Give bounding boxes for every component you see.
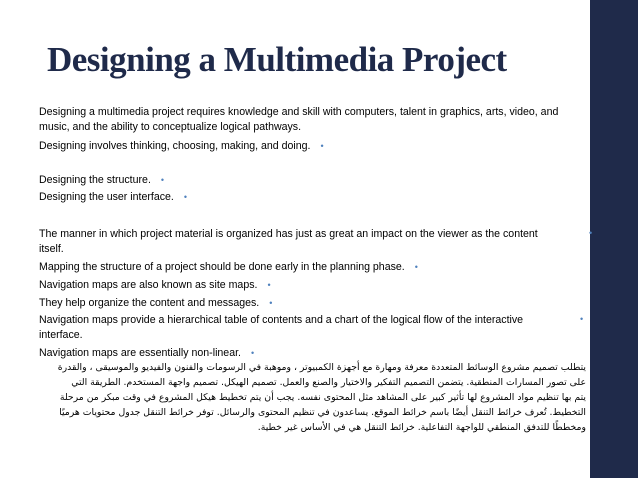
text-line-content: Designing the user interface. (39, 191, 174, 203)
bullet-icon: • (320, 141, 324, 151)
text-line-content: Mapping the structure of a project should be done early in the planning phase. (39, 261, 405, 273)
arabic-text-line: على تصور المسارات المنطقية. يتضمن التصميم التفكير والاختيار والصنع والعمل. تصميم الهيكل. تصميم واجهة المستخدم. الطريقة التي (71, 377, 586, 388)
text-line (39, 190, 187, 205)
text-line-content: They help organize the content and messages. (39, 297, 260, 309)
right-accent-band (590, 0, 638, 478)
text-line: Navigation maps provide a hierarchical table of contents and a chart of the logical flow of the interactive (39, 314, 524, 326)
text-line: itself. (39, 243, 64, 255)
bullet-icon: • (250, 348, 255, 358)
bullet-icon: • (183, 192, 188, 202)
text-line-content: Navigation maps are also known as site maps. (39, 279, 258, 291)
text-line: music, and the ability to conceptualize logical pathways. (39, 121, 302, 133)
bullet-icon: • (160, 175, 165, 185)
arabic-text-line: يتطلب تصميم مشروع الوسائط المتعددة معرفة ومهارة مع أجهزة الكمبيوتر ، وموهبة في الرسومات والفنون والفيديو والموسيقى ، والقدرة (57, 362, 586, 373)
text-line (39, 260, 418, 275)
text-line: Designing a multimedia project requires knowledge and skill with computers, talent in graphics, arts, video, and (39, 106, 559, 118)
text-line-content: Navigation maps are essentially non-linear. (39, 347, 241, 359)
text-line (39, 296, 272, 311)
arabic-text-line: التخطيط. تُعرف خرائط التنقل أيضًا باسم خرائط الموقع. يساعدون في تنظيم المحتوى والرسائل. توفر خرائط التنقل جدول محتويات هرميًا (59, 407, 586, 418)
bullet-icon: • (589, 228, 593, 238)
bullet-icon: • (414, 262, 418, 272)
text-line (39, 173, 164, 188)
bullet-icon: • (580, 314, 584, 324)
text-line-content: Designing involves thinking, choosing, making, and doing. (39, 140, 311, 152)
bullet-icon: • (269, 298, 273, 308)
text-line: The manner in which project material is organized has just as great an impact on the viewer as the content (39, 228, 538, 240)
text-line (39, 278, 271, 293)
text-line-content: Designing the structure. (39, 174, 151, 186)
bullet-icon: • (267, 280, 271, 290)
arabic-text-line: ومخططًا للتدفق المنطقي للواجهة التفاعلية. خرائط التنقل هي في الأساس غير خطية. (257, 422, 586, 433)
slide-title: Designing a Multimedia Project (47, 40, 507, 79)
text-line: interface. (39, 329, 83, 341)
arabic-text-line: يتم بها تنظيم مواد المشروع لها تأثير كبير على المشاهد مثل المحتوى نفسه. يجب أن يتم تخطيط هيكل المشروع في وقت مبكر من مرحلة (59, 392, 586, 403)
text-line (39, 346, 254, 361)
text-line (39, 139, 324, 154)
